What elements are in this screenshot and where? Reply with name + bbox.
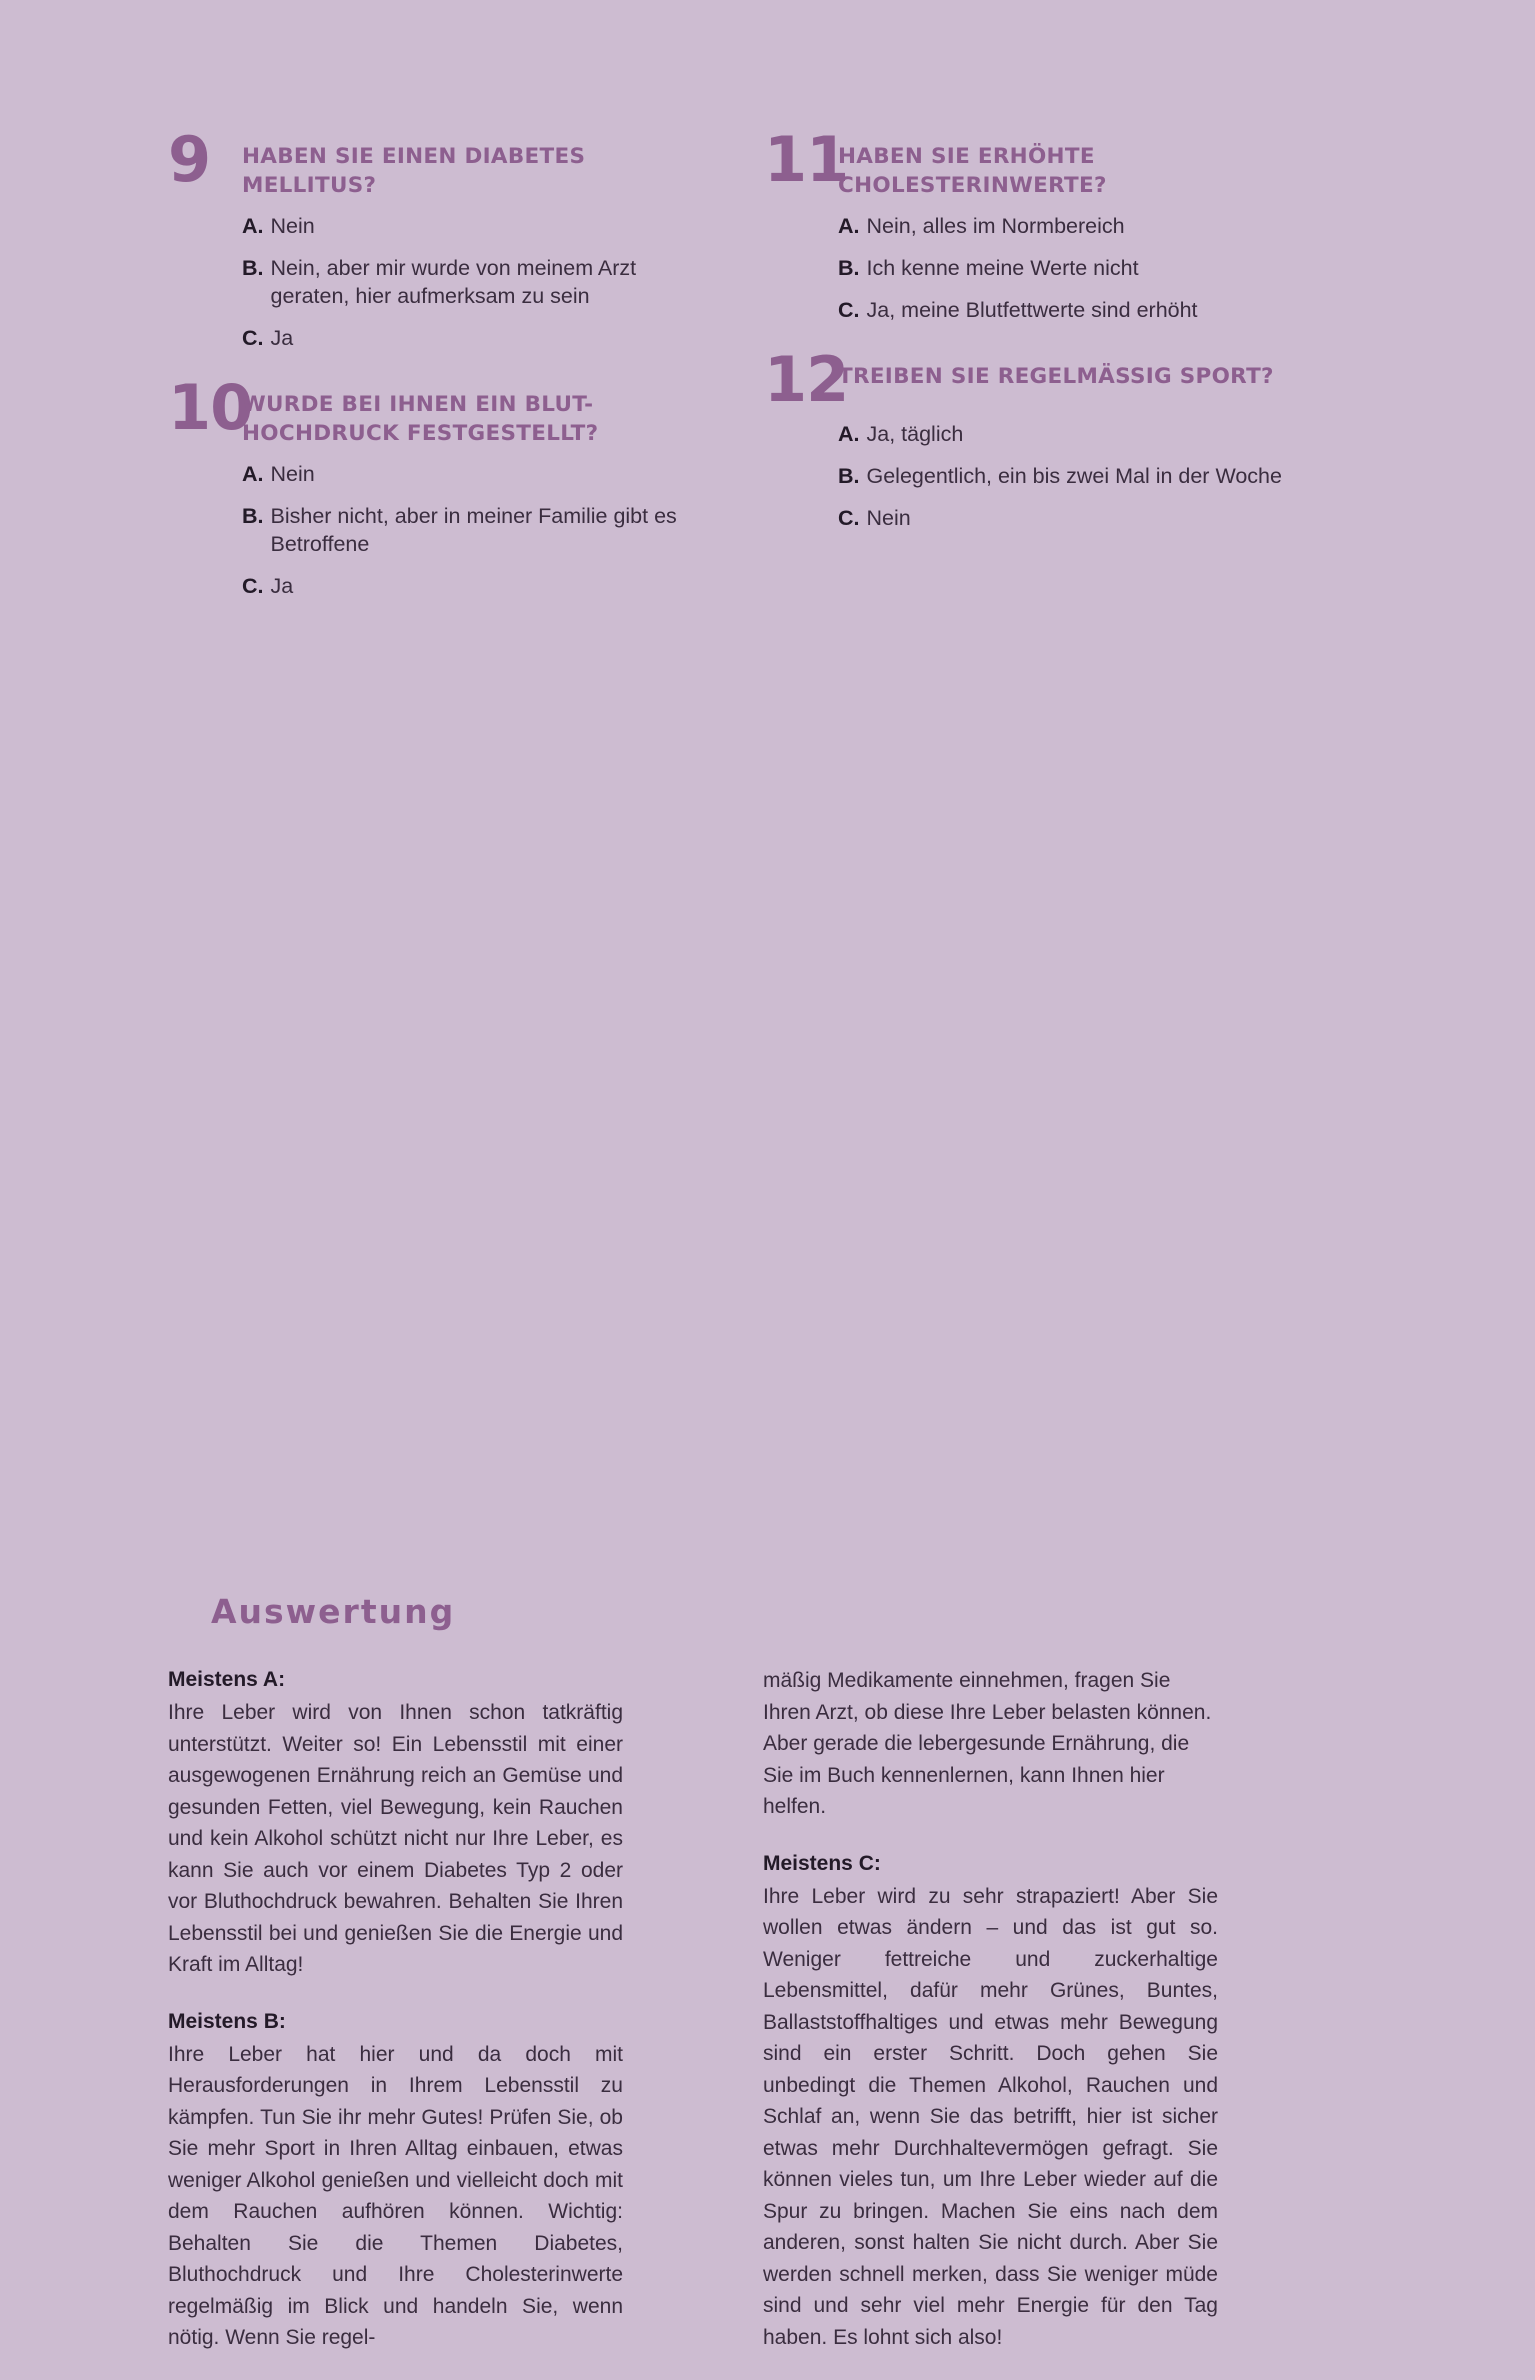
answer-option[interactable] xyxy=(242,254,698,310)
answer-letter: C. xyxy=(242,574,264,598)
evaluation-body-b: Ihre Leber hat hier und da doch mit Herausforderungen in Ihrem Lebensstil zu kämpfen. Tun Sie ihr mehr Gutes! Prüfen Sie, ob Sie mehr Sport in Ihren Alltag einbauen, etwas weniger Alkohol genießen und vielleicht doch mit dem Rauchen aufhören können. Wichtig: Behalten Sie die Themen Diabetes, Bluthochdruck und Ihre Cholesterinwerte regelmäßig im Blick und handeln Sie, wenn nötig. Wenn Sie regel- xyxy=(168,2042,623,2349)
answer-option[interactable] xyxy=(838,212,1294,240)
answer-letter: B. xyxy=(838,256,860,280)
question-header-10 xyxy=(168,371,698,448)
answer-text: Nein xyxy=(270,214,315,238)
answer-option[interactable] xyxy=(838,296,1294,324)
answer-text: Ja xyxy=(270,326,294,350)
evaluation-column-left xyxy=(168,1665,623,2380)
answer-text: Ja xyxy=(270,574,294,598)
question-title-9: HABEN SIE EINEN DIABETES MELLITUS? xyxy=(242,144,586,198)
answer-list-12 xyxy=(764,420,1294,532)
evaluation-body-b-continued: mäßig Medikamente einnehmen, fragen Sie Ihren Arzt, ob diese Ihre Leber belasten können. Aber gerade die lebergesunde Ernährung, die Sie im Buch kennenlernen, kann Ihnen hier helfen. xyxy=(763,1669,1212,1818)
evaluation-block-b-continued xyxy=(763,1665,1218,1823)
answer-text: Nein xyxy=(866,506,911,530)
question-title-10: WURDE BEI IHNEN EIN BLUT-HOCHDRUCK FESTGESTELLT? xyxy=(242,392,599,446)
answer-letter: B. xyxy=(838,464,860,488)
evaluation-body-a: Ihre Leber wird von Ihnen schon tatkräftig unterstützt. Weiter so! Ein Lebensstil mit einer ausgewogenen Ernährung reich an Gemüse und gesunden Fetten, viel Bewegung, kein Rauchen und kein Alkohol schützt nicht nur Ihre Leber, es kann Sie auch vor einem Diabetes Typ 2 oder vor Bluthochdruck bewahren. Behalten Sie Ihren Lebensstil bei und genießen Sie die Energie und Kraft im Alltag! xyxy=(168,1701,623,1976)
evaluation-area xyxy=(168,1665,1368,2380)
evaluation-body-c: Ihre Leber wird zu sehr strapaziert! Aber Sie wollen etwas ändern – und das ist gut so. Weniger fettreiche und zuckerhaltige Lebensmittel, dafür mehr Grünes, Buntes, Ballaststoffhaltiges und etwas mehr Bewegung sind ein erster Schritt. Doch gehen Sie unbedingt die Themen Alkohol, Rauchen und Schlaf an, wenn Sie das betrifft, hier ist sicher etwas mehr Durchhaltevermögen gefragt. Sie können vieles tun, um Ihre Leber wieder auf die Spur zu bringen. Machen Sie eins nach dem anderen, sonst halten Sie nicht durch. Aber Sie werden schnell merken, dass Sie weniger müde sind und sehr viel mehr Energie für den Tag haben. Es lohnt sich also! xyxy=(763,1884,1218,2349)
answer-text: Nein xyxy=(270,462,315,486)
answer-option[interactable] xyxy=(838,462,1294,490)
question-block-11 xyxy=(764,123,1294,324)
question-number-11: 11 xyxy=(764,123,849,196)
answer-option[interactable] xyxy=(838,504,1294,532)
answer-letter: A. xyxy=(242,214,264,238)
question-block-12 xyxy=(764,343,1294,532)
evaluation-title-b: Meistens B: xyxy=(168,2009,286,2033)
evaluation-block-a xyxy=(168,1665,623,1981)
answer-text: Ich kenne meine Werte nicht xyxy=(866,256,1139,280)
quiz-column-left xyxy=(168,123,698,636)
quiz-column-right xyxy=(764,123,1294,636)
answer-letter: C. xyxy=(838,298,860,322)
answer-letter: A. xyxy=(242,462,264,486)
question-header-12 xyxy=(764,343,1294,416)
evaluation-block-c xyxy=(763,1849,1218,2354)
answer-letter: A. xyxy=(838,422,860,446)
answer-option[interactable] xyxy=(838,420,1294,448)
answer-letter: A. xyxy=(838,214,860,238)
answer-text: Gelegentlich, ein bis zwei Mal in der Woche xyxy=(866,464,1282,488)
evaluation-heading: Auswertung xyxy=(211,1592,456,1631)
question-block-9 xyxy=(168,123,698,352)
answer-text: Nein, aber mir wurde von meinem Arzt geraten, hier aufmerksam zu sein xyxy=(270,256,637,308)
answer-option[interactable] xyxy=(242,324,698,352)
answer-text: Ja, meine Blutfettwerte sind erhöht xyxy=(866,298,1198,322)
evaluation-block-b xyxy=(168,2007,623,2354)
answer-option[interactable] xyxy=(242,460,698,488)
quiz-questions-area xyxy=(168,123,1358,636)
answer-letter: B. xyxy=(242,504,264,528)
question-title-11: HABEN SIE ERHÖHTE CHOLESTERINWERTE? xyxy=(838,144,1107,198)
answer-list-9 xyxy=(168,212,698,352)
answer-option[interactable] xyxy=(242,502,698,558)
answer-option[interactable] xyxy=(242,212,698,240)
answer-text: Ja, täglich xyxy=(866,422,964,446)
answer-text: Nein, alles im Normbereich xyxy=(866,214,1125,238)
answer-option[interactable] xyxy=(838,254,1294,282)
answer-list-10 xyxy=(168,460,698,600)
answer-letter: C. xyxy=(242,326,264,350)
answer-list-11 xyxy=(764,212,1294,324)
evaluation-title-c: Meistens C: xyxy=(763,1851,881,1875)
question-header-11 xyxy=(764,123,1294,200)
question-number-9: 9 xyxy=(168,123,211,196)
question-number-12: 12 xyxy=(764,343,849,416)
question-number-10: 10 xyxy=(168,371,253,444)
question-title-12: TREIBEN SIE REGELMÄSSIG SPORT? xyxy=(838,364,1274,389)
answer-text: Bisher nicht, aber in meiner Familie gibt es Betroffene xyxy=(270,504,677,556)
evaluation-title-a: Meistens A: xyxy=(168,1668,286,1691)
evaluation-column-right xyxy=(763,1665,1218,2380)
answer-option[interactable] xyxy=(242,572,698,600)
question-header-9 xyxy=(168,123,698,200)
question-block-10 xyxy=(168,371,698,600)
answer-letter: B. xyxy=(242,256,264,280)
answer-letter: C. xyxy=(838,506,860,530)
